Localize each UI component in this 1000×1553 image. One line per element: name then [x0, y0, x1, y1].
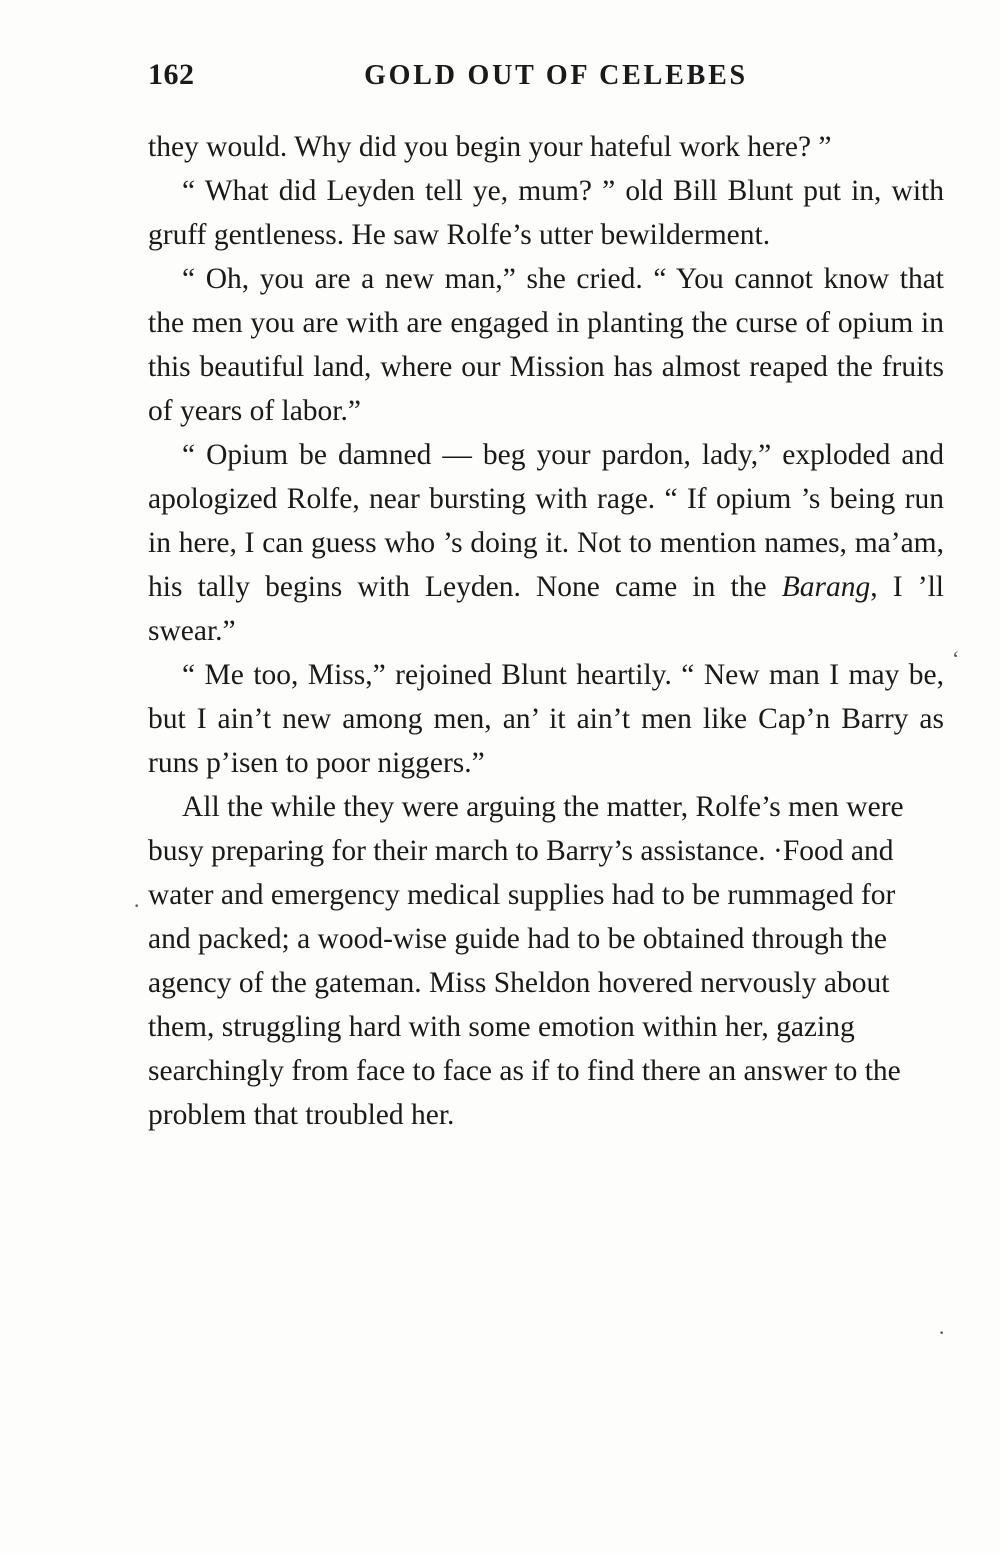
page-number: 162	[148, 58, 195, 91]
page-header	[148, 58, 854, 92]
paragraph: “ Opium be damned — beg your pardon, lady,” exploded and apologized Rolfe, near bursting with rage. “ If opium ’s being run in here, I can guess who ’s doing it. Not to mention names, ma’am, his tally begins with Leyden. None came in the Barang, I ’ll swear.”	[148, 439, 944, 647]
stray-mark: ·	[938, 1320, 946, 1345]
paragraph: “ Oh, you are a new man,” she cried. “ You cannot know that the men you are with are engaged in planting the curse of opium in this beautiful land, where our Mission has almost reaped the fruits of years of labor.”	[148, 263, 944, 427]
body-text	[148, 125, 944, 1137]
stray-mark: ·	[133, 893, 141, 918]
running-title: GOLD OUT OF CELEBES	[364, 60, 748, 91]
stray-mark: ‘	[952, 646, 960, 671]
paragraph: they would. Why did you begin your hateful work here? ”	[148, 131, 832, 163]
paragraph: All the while they were arguing the matter, Rolfe’s men were busy preparing for their march to Barry’s assistance. ·Food and water and emergency medical supplies had to be rummaged for and packed; a wood-wise guide had to be obtained through the agency of the gateman. Miss Sheldon hovered nervously about them, struggling hard with some emotion within her, gazing searchingly from face to face as if to find there an answer to the problem that troubled her.	[148, 791, 904, 1131]
italic-text: Barang	[781, 571, 871, 603]
paragraph: “ What did Leyden tell ye, mum? ” old Bill Blunt put in, with gruff gentleness. He saw Rolfe’s utter bewilderment.	[148, 175, 944, 251]
paragraph: “ Me too, Miss,” rejoined Blunt heartily. “ New man I may be, but I ain’t new among men, an’ it ain’t men like Cap’n Barry as runs p’isen to poor niggers.”	[148, 659, 944, 779]
